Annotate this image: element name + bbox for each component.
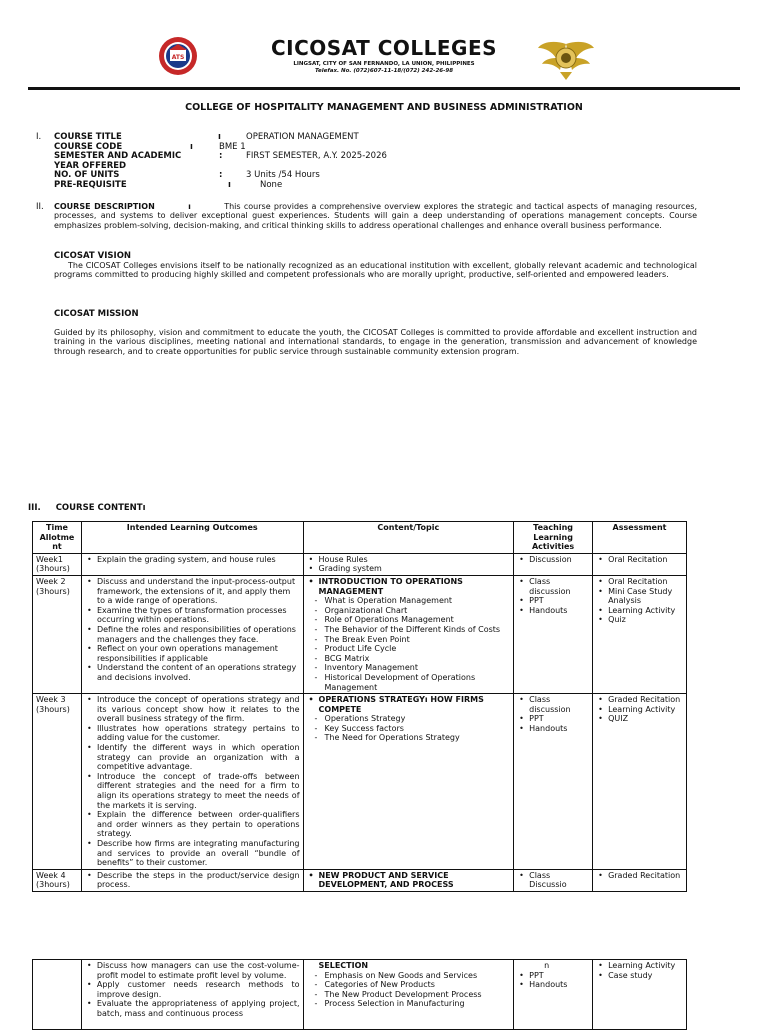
list-item: • Graded Recitation bbox=[608, 871, 683, 881]
list-item: - Emphasis on New Goods and Services bbox=[325, 971, 511, 981]
department-title: COLLEGE OF HOSPITALITY MANAGEMENT AND BUSINESS ADMINISTRATION bbox=[185, 102, 583, 113]
list-item: • PPT bbox=[529, 971, 589, 981]
column-header-time: Time Allotme nt bbox=[33, 522, 82, 554]
description-separator: ı bbox=[188, 202, 191, 211]
info-value: BME 1 bbox=[219, 141, 246, 152]
list-item: - Key Success factors bbox=[325, 724, 511, 734]
info-separator: ı bbox=[218, 132, 221, 142]
course-content-heading bbox=[28, 503, 146, 513]
info-label: SEMESTER AND ACADEMIC bbox=[54, 151, 182, 162]
list-item: • Class discussion bbox=[529, 577, 589, 596]
info-label: NO. OF UNITS bbox=[54, 170, 120, 181]
list-item: • Graded Recitation bbox=[608, 695, 683, 705]
list-item: - Product Life Cycle bbox=[325, 644, 511, 654]
list-item: • Discussion bbox=[529, 555, 589, 565]
list-item: - Process Selection in Manufacturing bbox=[325, 999, 511, 1009]
info-label: YEAR OFFERED bbox=[54, 160, 127, 171]
list-item: • Class discussion bbox=[529, 695, 589, 714]
topic-cell bbox=[303, 694, 514, 870]
info-label: COURSE CODE bbox=[54, 141, 123, 152]
column-header-tla: Teaching Learning Activities bbox=[514, 522, 593, 554]
list-item: • Reflect on your own operations management responsibilities if applicable bbox=[97, 644, 300, 663]
info-value: None bbox=[260, 179, 283, 190]
mission-text: Guided by its philosophy, vision and commitment to educate the youth, the CICOSAT Colleges is committed to provide affordable and excellent instruction and training in the various disciplines, meeting national and international standards, to engage in the generation, transmission and advancement of knowledge through research, and to create opportunities for public service through sustainable community extension program. bbox=[54, 328, 697, 356]
time-cell: Week 4 (3hours) bbox=[33, 869, 82, 891]
list-item: • Introduce the concept of trade-offs between different strategies and the need for a firm to align its operations strategy to meet the needs of the markets it is serving. bbox=[97, 772, 300, 810]
list-item: • Discuss how managers can use the cost-volume-profit model to estimate profit level by volume. bbox=[97, 961, 300, 980]
tla-cell bbox=[514, 575, 593, 693]
info-separator: : bbox=[219, 151, 223, 162]
vision-heading: CICOSAT VISION bbox=[54, 251, 132, 261]
column-header-assessment: Assessment bbox=[593, 522, 687, 554]
assessment-cell bbox=[593, 553, 687, 575]
table-row bbox=[33, 553, 687, 575]
column-header-topic: Content/Topic bbox=[303, 522, 514, 554]
tla-cell bbox=[514, 960, 593, 1030]
list-item: • Class Discussio bbox=[529, 871, 589, 890]
course-info bbox=[36, 133, 716, 191]
mission-heading: CICOSAT MISSION bbox=[54, 309, 139, 319]
vision-text: The CICOSAT Colleges envisions itself to be nationally recognized as an educational institution with excellent, globally relevant academic and technological programs committed to producing highly skilled and competent professionals who are morally upright, productive, self-oriented and empowered leaders. bbox=[54, 261, 697, 280]
winged-emblem-logo bbox=[536, 36, 596, 82]
list-item: • PPT bbox=[529, 596, 589, 606]
list-item: - What is Operation Management bbox=[325, 596, 511, 606]
list-item: - Role of Operations Management bbox=[325, 615, 511, 625]
list-item: • Learning Activity bbox=[608, 705, 683, 715]
list-item: • House Rules bbox=[319, 555, 511, 565]
time-cell bbox=[33, 960, 82, 1030]
list-item: - Operations Strategy bbox=[325, 714, 511, 724]
course-content-title: COURSE CONTENTı bbox=[55, 503, 146, 513]
info-separator: ı bbox=[190, 141, 193, 152]
list-item: • Oral Recitation bbox=[608, 555, 683, 565]
list-item: - Historical Development of Operations Management bbox=[325, 673, 511, 692]
list-item: • PPT bbox=[529, 714, 589, 724]
table-row bbox=[33, 869, 687, 891]
tla-continued-text: n bbox=[544, 961, 550, 970]
table-row bbox=[33, 575, 687, 693]
topic-cell bbox=[303, 553, 514, 575]
college-name: CICOSAT COLLEGES bbox=[270, 36, 498, 60]
list-item: • Learning Activity bbox=[608, 606, 683, 616]
header-divider bbox=[28, 87, 740, 90]
info-value: 3 Units /54 Hours bbox=[246, 170, 320, 181]
list-item: • Describe how firms are integrating manufacturing and services to provide an overall “bundle of benefits” to their customer. bbox=[97, 839, 300, 868]
info-separator: ı bbox=[228, 179, 231, 190]
ilo-cell bbox=[81, 869, 303, 891]
description-label: COURSE DESCRIPTION bbox=[54, 202, 155, 211]
list-item: • Mini Case Study Analysis bbox=[608, 587, 683, 606]
list-item: • Examine the types of transformation processes occurring within operations. bbox=[97, 606, 300, 625]
course-content-table-continued bbox=[32, 959, 687, 1030]
column-header-ilo: Intended Learning Outcomes bbox=[81, 522, 303, 554]
logo-left-text: ATS bbox=[171, 54, 185, 61]
topic-title: SELECTION bbox=[318, 961, 369, 970]
college-telefax: Telefax. No. (072)607-11-18/(072) 242-26-98 bbox=[314, 68, 454, 74]
list-item: • Describe the steps in the product/service design process. bbox=[97, 871, 300, 890]
list-item: • Identify the different ways in which operation strategy can provide an organization with a competitive advantage. bbox=[97, 743, 300, 772]
description-text: This course provides a comprehensive overview explores the strategic and tactical aspects of managing resources, processes, and systems to deliver exceptional guest experiences. Students will gain a deep understanding of operations management concepts. Course emphasizes problem-solving, decision-making, and critical thinking skills to address operational challenges and enhance overall business performance. bbox=[54, 202, 698, 230]
college-address: LINGSAT, CITY OF SAN FERNANDO, LA UNION, PHILIPPINES bbox=[293, 61, 475, 67]
assessment-cell bbox=[593, 575, 687, 693]
list-item: - BCG Matrix bbox=[325, 654, 511, 664]
topic-cell bbox=[303, 869, 514, 891]
list-item: • Illustrates how operations strategy pertains to adding value for the customer. bbox=[97, 724, 300, 743]
list-item: - Categories of New Products bbox=[325, 980, 511, 990]
list-item: • Explain the grading system, and house rules bbox=[97, 555, 300, 565]
list-item: • Handouts bbox=[529, 980, 589, 990]
ilo-cell bbox=[81, 960, 303, 1030]
ilo-cell bbox=[81, 694, 303, 870]
ilo-cell bbox=[81, 575, 303, 693]
section-number: I. bbox=[36, 132, 42, 142]
list-item: • QUIZ bbox=[608, 714, 683, 724]
list-item: - The Break Even Point bbox=[325, 635, 511, 645]
assessment-cell bbox=[593, 960, 687, 1030]
time-cell: Week1 (3hours) bbox=[33, 553, 82, 575]
assessment-cell bbox=[593, 694, 687, 870]
list-item: • Explain the difference between order-qualifiers and order winners as they pertain to operations strategy. bbox=[97, 810, 300, 839]
info-label: COURSE TITLE bbox=[54, 132, 122, 142]
topic-title: • OPERATIONS STRATEGYı HOW FIRMS COMPETE bbox=[319, 695, 511, 714]
list-item: - The New Product Development Process bbox=[325, 990, 511, 1000]
info-separator: : bbox=[219, 170, 223, 181]
list-item: • Oral Recitation bbox=[608, 577, 683, 587]
topic-title: • NEW PRODUCT AND SERVICE DEVELOPMENT, AND PROCESS bbox=[319, 871, 511, 890]
list-item: - Organizational Chart bbox=[325, 606, 511, 616]
list-item: • Grading system bbox=[319, 564, 511, 574]
list-item: • Handouts bbox=[529, 724, 589, 734]
list-item: • Discuss and understand the input-process-output framework, the extensions of it, and apply them to a wide range of operations. bbox=[97, 577, 300, 606]
table-row bbox=[33, 960, 687, 1030]
table-header-row bbox=[33, 522, 687, 554]
list-item: - The Need for Operations Strategy bbox=[325, 733, 511, 743]
time-cell: Week 2 (3hours) bbox=[33, 575, 82, 693]
ilo-cell bbox=[81, 553, 303, 575]
topic-cell bbox=[303, 575, 514, 693]
tla-cell bbox=[514, 869, 593, 891]
section-number: II. bbox=[36, 202, 44, 212]
section-number: III. bbox=[28, 503, 41, 513]
list-item: • Evaluate the appropriateness of applying project, batch, mass and continuous process bbox=[97, 999, 300, 1018]
tla-cell bbox=[514, 553, 593, 575]
info-value: FIRST SEMESTER, A.Y. 2025-2026 bbox=[246, 151, 387, 162]
college-seal-logo bbox=[158, 36, 198, 76]
course-content-table bbox=[32, 521, 687, 892]
list-item: • Understand the content of an operations strategy and decisions involved. bbox=[97, 663, 300, 682]
info-label: PRE-REQUISITE bbox=[54, 179, 127, 190]
topic-cell bbox=[303, 960, 514, 1030]
list-item: • Quiz bbox=[608, 615, 683, 625]
tla-cell bbox=[514, 694, 593, 870]
assessment-cell bbox=[593, 869, 687, 891]
list-item: • Define the roles and responsibilities of operations managers and the challenges they face. bbox=[97, 625, 300, 644]
list-item: - The Behavior of the Different Kinds of Costs bbox=[325, 625, 511, 635]
course-description bbox=[54, 202, 697, 230]
list-item: - Inventory Management bbox=[325, 663, 511, 673]
list-item: • Apply customer needs research methods to improve design. bbox=[97, 980, 300, 999]
info-value: OPERATION MANAGEMENT bbox=[246, 132, 359, 142]
table-row bbox=[33, 694, 687, 870]
list-item: • Learning Activity bbox=[608, 961, 683, 971]
list-item: • Case study bbox=[608, 971, 683, 981]
topic-title: • INTRODUCTION TO OPERATIONS MANAGEMENT bbox=[319, 577, 511, 596]
time-cell: Week 3 (3hours) bbox=[33, 694, 82, 870]
list-item: • Introduce the concept of operations strategy and its various concept show how it relates to the overall business strategy of the firm. bbox=[97, 695, 300, 724]
list-item: • Handouts bbox=[529, 606, 589, 616]
